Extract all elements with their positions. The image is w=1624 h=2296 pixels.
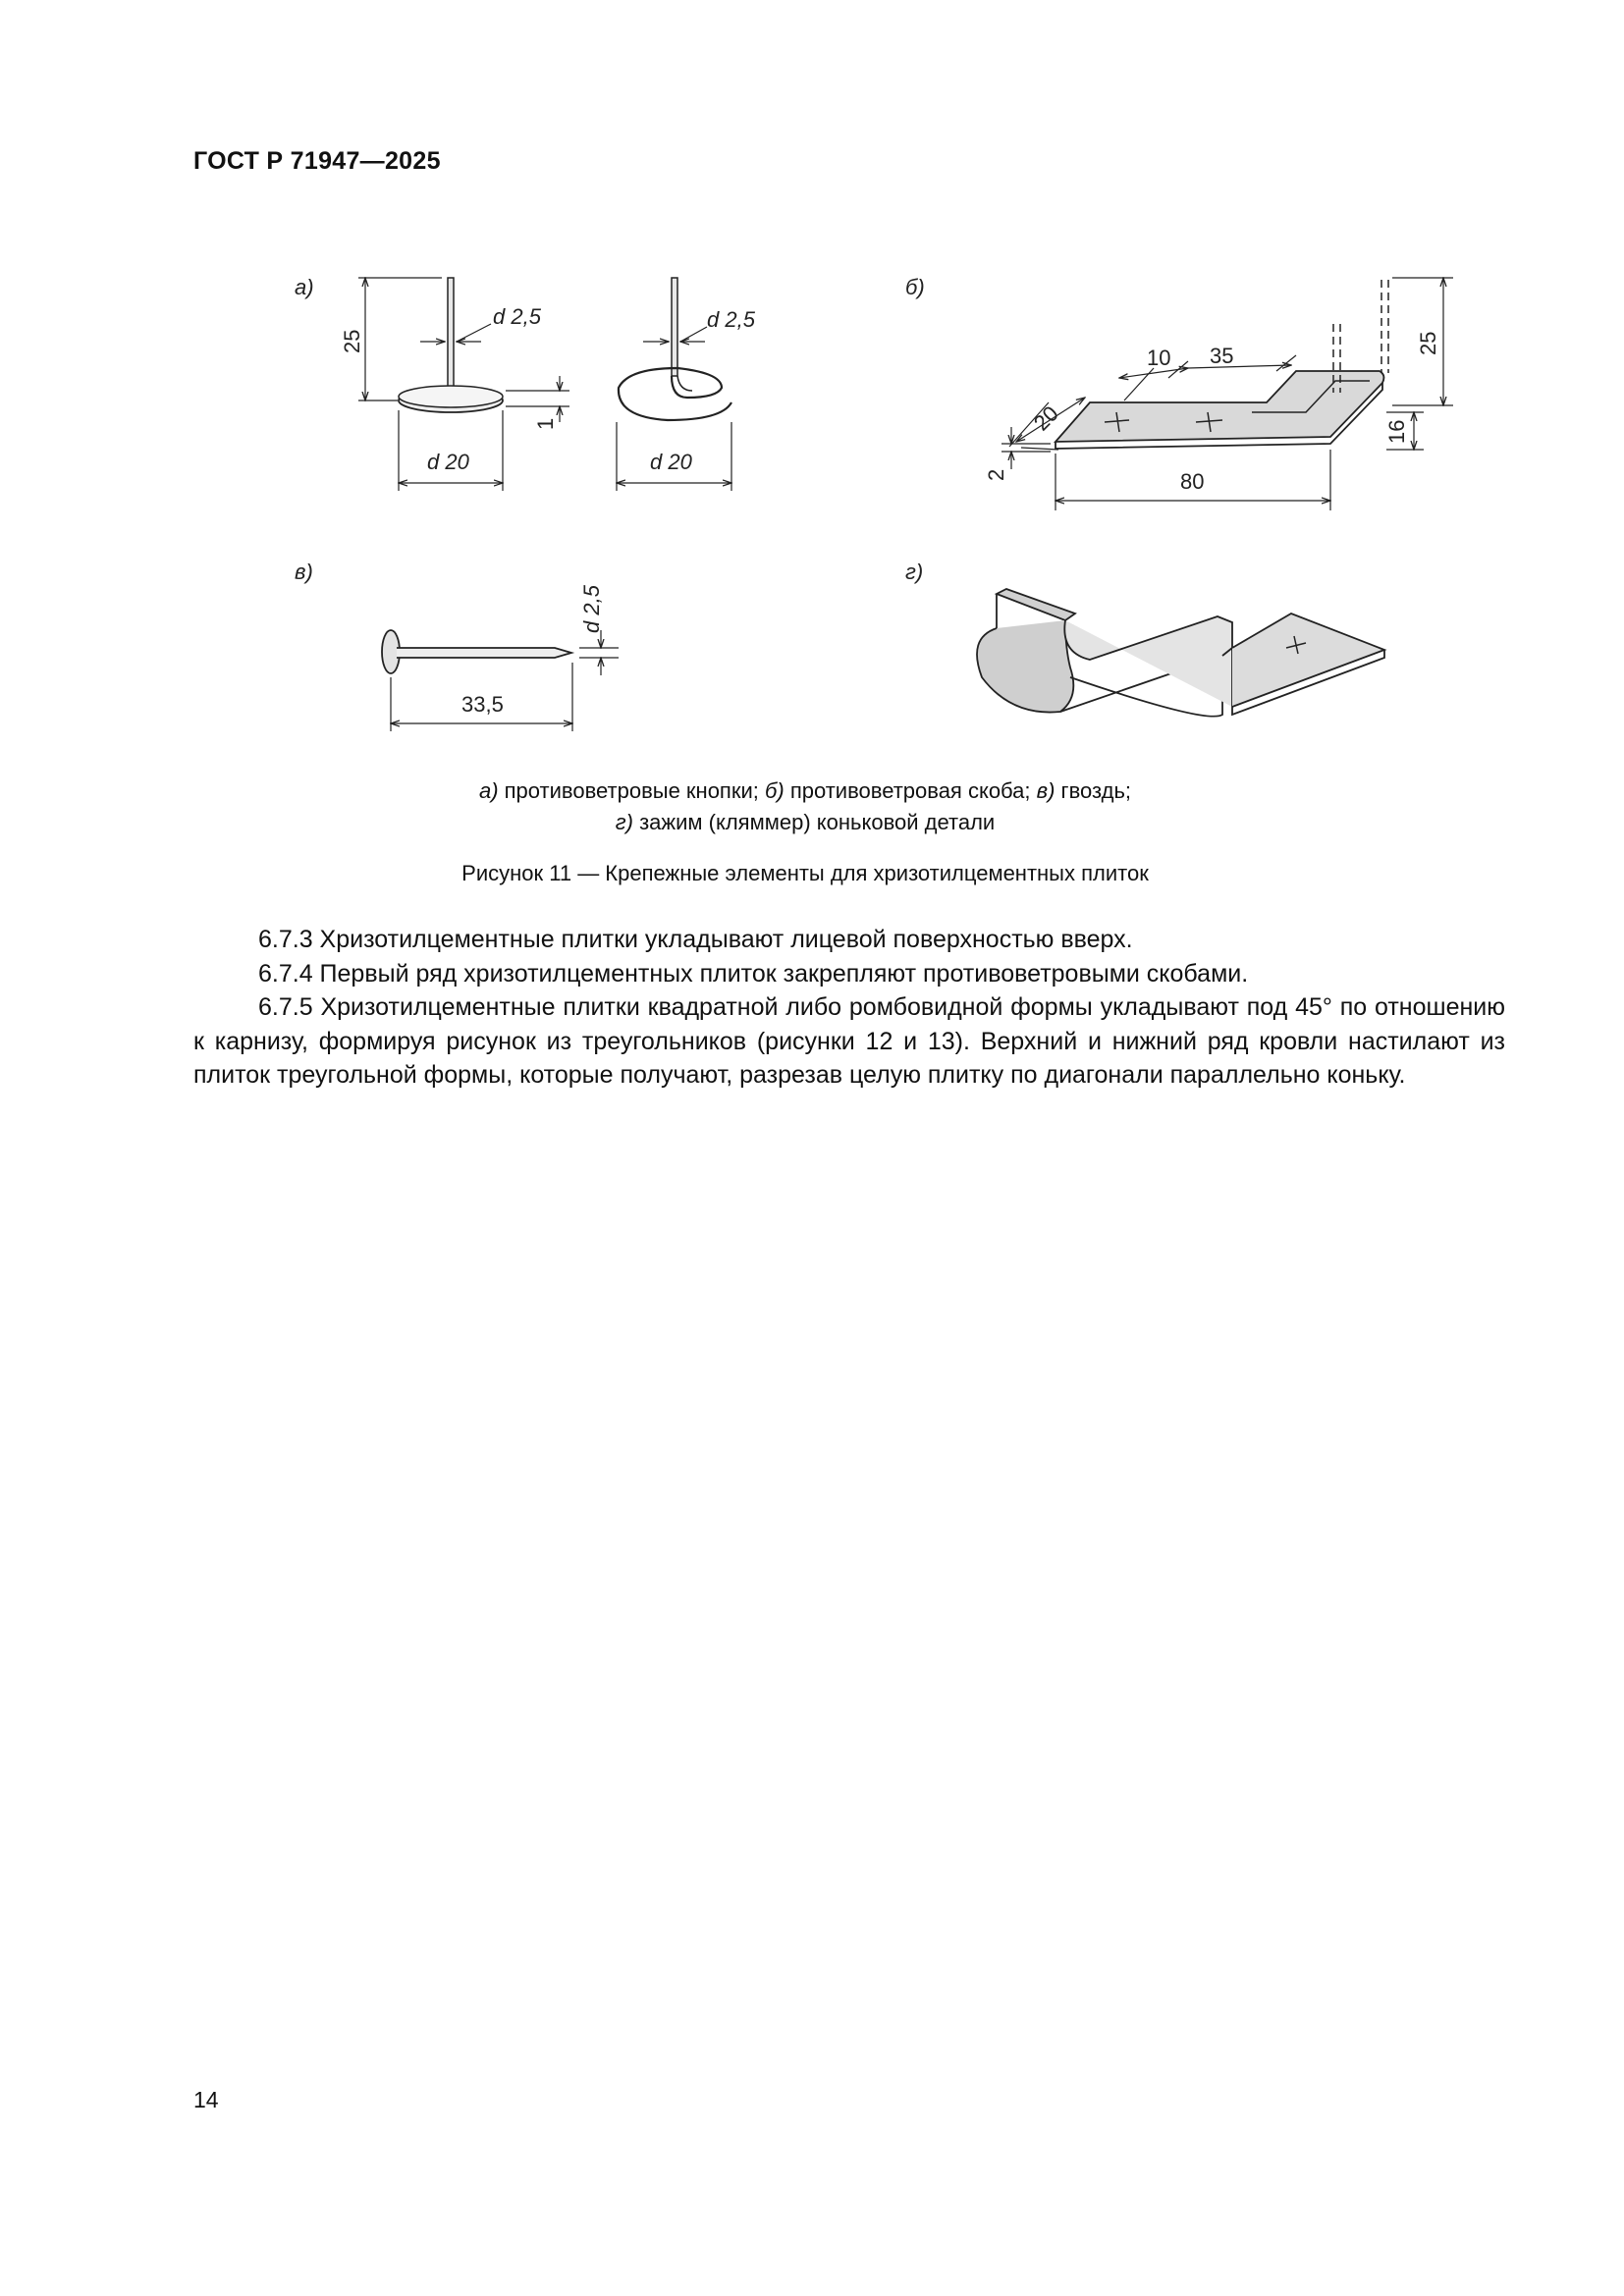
dim-a-height: 25: [340, 329, 364, 353]
dim-bracket: [1001, 278, 1453, 510]
caption-v-text: гвоздь;: [1055, 778, 1132, 803]
dim-thickness: [506, 376, 569, 422]
figure-caption: [295, 775, 1316, 838]
dim-b-20: 20: [1028, 400, 1063, 436]
paragraph-6-7-4: 6.7.4 Первый ряд хризотилцементных плиток закрепляют противоветровыми скобами.: [258, 959, 1249, 988]
wind-button-spiral: [619, 278, 731, 420]
dim-a-thickness: 1: [533, 417, 558, 430]
dim-wire-a: [420, 324, 491, 342]
dim-nail: [391, 630, 619, 731]
caption-g-text: зажим (кляммер) коньковой детали: [632, 810, 996, 834]
nail: [382, 630, 571, 673]
dim-25-a: [358, 278, 442, 400]
paragraph-6-7-5: 6.7.5 Хризотилцементные плитки квадратной либо ромбовидной формы укладывают под 45° по отношению к карнизу, формируя рисунок из треугольников (рисунки 12 и 13). Верхний и нижний ряд кровли настилают из плиток треугольной формы, которые получают, разрезав целую плитку по диагонали параллельно коньку.: [193, 993, 1505, 1089]
dim-v-diam: d 2,5: [579, 585, 604, 633]
caption-a-label: а): [478, 778, 499, 803]
figure-title: Рисунок 11 — Крепежные элементы для хризотилцементных плиток: [461, 861, 1149, 885]
dim-b-80: 80: [1180, 469, 1205, 494]
body-text: [193, 923, 1505, 1093]
dim-a-wire-left: d 2,5: [493, 304, 541, 329]
paragraph-6-7-3: 6.7.3 Хризотилцементные плитки укладывают лицевой поверхностью вверх.: [258, 926, 1133, 953]
caption-b-label: б): [765, 778, 785, 803]
caption-g-label: г): [615, 810, 633, 834]
document-header: ГОСТ Р 71947—2025: [193, 147, 441, 175]
dim-a-disk-left: d 20: [427, 450, 469, 474]
caption-line-1: [295, 775, 1316, 807]
caption-b-text: противоветровая скоба;: [784, 778, 1037, 803]
ridge-clamp: [977, 589, 1384, 717]
dim-b-16: 16: [1384, 419, 1409, 444]
dim-a-disk-right: d 20: [650, 450, 692, 474]
label-v: в): [295, 560, 313, 584]
dim-b-35: 35: [1210, 344, 1234, 368]
caption-line-2: [295, 807, 1316, 838]
caption-a-text: противоветровые кнопки;: [498, 778, 765, 803]
dim-b-10: 10: [1147, 346, 1171, 370]
label-g: г): [905, 560, 924, 584]
dim-v-len: 33,5: [461, 692, 504, 717]
dim-b-25: 25: [1416, 331, 1440, 355]
caption-v-label: в): [1036, 778, 1056, 803]
label-b: б): [905, 275, 925, 299]
page-number: 14: [193, 2087, 219, 2112]
wind-button-straight: [399, 278, 503, 412]
dim-a-wire-right: d 2,5: [707, 307, 755, 332]
dim-b-2: 2: [984, 468, 1008, 481]
label-a: а): [295, 275, 314, 299]
